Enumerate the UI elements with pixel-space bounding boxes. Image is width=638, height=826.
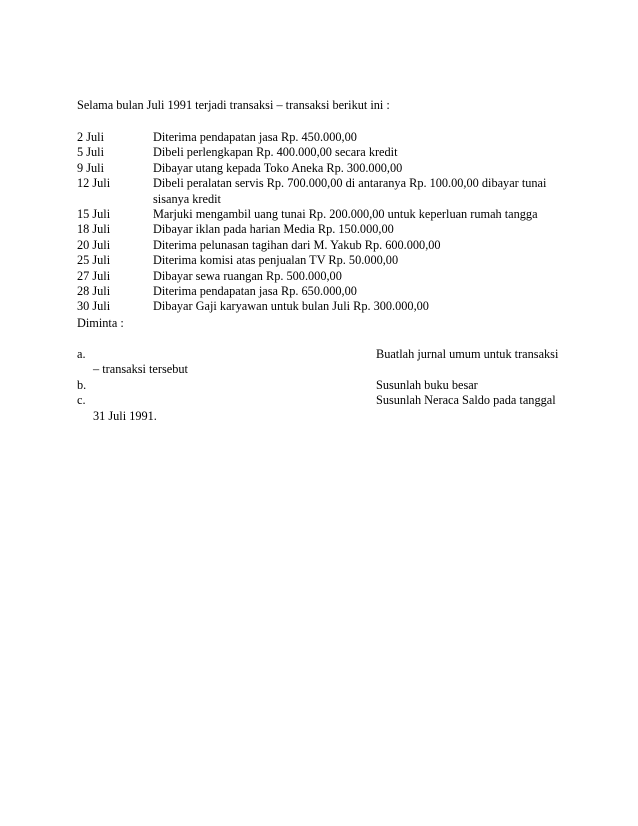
transaction-line: Dibayar iklan pada harian Media Rp. 150.000,00 (153, 222, 394, 237)
transaction-list (77, 130, 577, 315)
transaction-row (77, 299, 577, 314)
transaction-row (77, 130, 577, 145)
transaction-line: Diterima komisi atas penjualan TV Rp. 50.000,00 (153, 253, 399, 268)
transaction-date: 25 Juli (77, 253, 111, 268)
transaction-date: 9 Juli (77, 160, 104, 175)
transaction-description (153, 269, 577, 284)
task-continuation: – transaksi tersebut (93, 362, 188, 377)
transaction-date: 18 Juli (77, 222, 111, 237)
transaction-date: 2 Juli (77, 130, 104, 144)
task-item-c (77, 393, 577, 424)
task-text: Susunlah Neraca Saldo pada tanggal (376, 393, 556, 408)
task-text: Susunlah buku besar (376, 377, 478, 392)
transaction-date: 5 Juli (77, 145, 104, 160)
transaction-date: 12 Juli (77, 176, 111, 191)
transaction-row (77, 207, 577, 222)
task-letter: b. (77, 377, 87, 392)
transaction-date: 30 Juli (77, 299, 111, 314)
task-list (77, 347, 577, 424)
intro-text: Selama bulan Juli 1991 terjadi transaksi – transaksi berikut ini : (77, 98, 390, 112)
transaction-date: 15 Juli (77, 207, 111, 222)
transaction-row (77, 284, 577, 299)
transaction-description (153, 253, 577, 268)
transaction-description (153, 238, 577, 253)
transaction-description (153, 299, 577, 314)
transaction-row (77, 269, 577, 284)
transaction-line: sisanya kredit (153, 191, 221, 206)
transaction-date: 28 Juli (77, 284, 111, 299)
transaction-date: 27 Juli (77, 268, 111, 283)
task-text: Buatlah jurnal umum untuk transaksi (376, 347, 559, 361)
task-letter: c. (77, 393, 86, 408)
transaction-description (153, 130, 577, 145)
transaction-row (77, 253, 577, 268)
transaction-line: Dibayar Gaji karyawan untuk bulan Juli Rp. 300.000,00 (153, 299, 429, 314)
transaction-description (153, 176, 577, 207)
transaction-line: Diterima pelunasan tagihan dari M. Yakub Rp. 600.000,00 (153, 237, 441, 252)
transaction-description (153, 222, 577, 237)
diminta-heading: Diminta : (77, 316, 124, 330)
transaction-line: Diterima pendapatan jasa Rp. 650.000,00 (153, 284, 357, 299)
task-letter: a. (77, 347, 86, 361)
task-item-a (77, 347, 577, 378)
transaction-date: 20 Juli (77, 237, 111, 252)
transaction-row (77, 222, 577, 237)
transaction-row (77, 238, 577, 253)
transaction-description (153, 284, 577, 299)
transaction-line: Marjuki mengambil uang tunai Rp. 200.000,00 untuk keperluan rumah tangga (153, 207, 538, 222)
transaction-row (77, 161, 577, 176)
transaction-description (153, 145, 577, 160)
transaction-line: Dibayar utang kepada Toko Aneka Rp. 300.000,00 (153, 160, 403, 175)
transaction-line: Diterima pendapatan jasa Rp. 450.000,00 (153, 130, 357, 144)
transaction-row (77, 145, 577, 160)
transaction-description (153, 207, 577, 222)
transaction-description (153, 161, 577, 176)
transaction-line: Dibeli perlengkapan Rp. 400.000,00 secara kredit (153, 145, 398, 160)
transaction-line: Dibayar sewa ruangan Rp. 500.000,00 (153, 268, 342, 283)
transaction-line: Dibeli peralatan servis Rp. 700.000,00 di antaranya Rp. 100.00,00 dibayar tunai (153, 176, 547, 191)
transaction-row (77, 176, 577, 207)
task-continuation: 31 Juli 1991. (93, 408, 157, 423)
task-item-b (77, 378, 577, 393)
